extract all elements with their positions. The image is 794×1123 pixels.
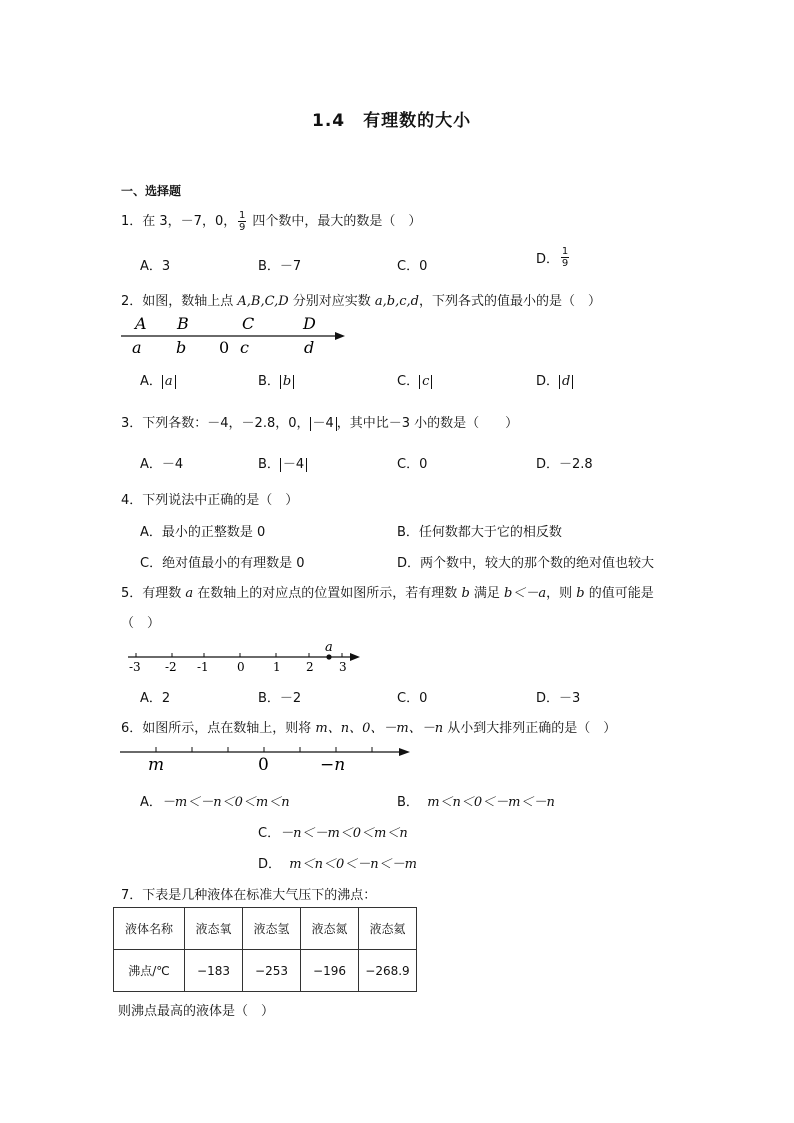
q6-option-d: D． m＜n＜0＜－n＜－m xyxy=(258,857,417,872)
point-a-marker xyxy=(326,654,331,659)
tick-label: 1 xyxy=(273,660,281,674)
value-c-label: c xyxy=(240,338,249,357)
point-a-label: A xyxy=(135,314,147,333)
question-1-stem: 1．在 3，－7，0， $\frac{1}{9}$ 四个数中，最大的数是（ ） xyxy=(121,210,422,233)
label-zero: 0 xyxy=(258,755,269,775)
boiling-point-table xyxy=(113,907,417,992)
number-line-q5 xyxy=(120,638,370,676)
q1-option-c: C．0 xyxy=(397,259,428,274)
q1-option-b: B．－7 xyxy=(258,259,302,274)
tick-label: -1 xyxy=(197,660,209,674)
q1-option-a: A．3 xyxy=(140,259,171,274)
point-b-label: B xyxy=(177,314,189,333)
q2-option-d: D． d xyxy=(536,370,573,389)
table-header-cell: 液态氮 xyxy=(301,908,359,950)
question-3-stem: 3．下列各数：－4，－2.8，0， －4 ，其中比－3 小的数是（ ） xyxy=(121,416,519,431)
value-d-label: d xyxy=(304,338,315,357)
question-5-stem: 5．有理数 a 在数轴上的对应点的位置如图所示，若有理数 b 满足 b＜－a，则 b 的值可能是 xyxy=(121,586,654,601)
question-6-stem: 6．如图所示，点在数轴上，则将 m、n、0、－m、－n 从小到大排列正确的是（ ） xyxy=(121,721,617,736)
question-2-stem: 2．如图，数轴上点 A,B,C,D 分别对应实数 a,b,c,d，下列各式的值最小的是（ ） xyxy=(121,294,602,309)
table-cell: −196 xyxy=(301,950,359,992)
section-heading: 一、选择题 xyxy=(121,184,182,198)
table-header-cell: 液态氢 xyxy=(243,908,301,950)
q1-option-d: D． $\frac{1}{9}$ xyxy=(536,246,569,269)
q5-option-b: B．－2 xyxy=(258,691,302,706)
q4-option-b: B．任何数都大于它的相反数 xyxy=(397,525,562,540)
q3-option-d: D．－2.8 xyxy=(536,457,593,472)
table-header-cell: 液体名称 xyxy=(114,908,185,950)
q6-option-a: A．－m＜－n＜0＜m＜n xyxy=(140,795,290,810)
table-header-cell: 液态氧 xyxy=(185,908,243,950)
q6-option-b: B． m＜n＜0＜－m＜－n xyxy=(397,795,555,810)
q3-option-b: B． －4 xyxy=(258,453,307,472)
table-header-row xyxy=(114,908,417,950)
question-4-stem: 4．下列说法中正确的是（ ） xyxy=(121,493,299,508)
question-7-prompt: 则沸点最高的液体是（ ） xyxy=(118,1004,275,1019)
point-d-label: D xyxy=(303,314,316,333)
value-b-label: b xyxy=(176,338,187,357)
table-cell: 沸点/℃ xyxy=(114,950,185,992)
table-cell: −183 xyxy=(185,950,243,992)
tick-label: -2 xyxy=(165,660,177,674)
q4-option-a: A．最小的正整数是 0 xyxy=(140,525,266,540)
label-neg-n: −n xyxy=(320,755,346,775)
q3-option-a: A．－4 xyxy=(140,457,184,472)
table-row xyxy=(114,950,417,992)
table-cell: −253 xyxy=(243,950,301,992)
value-a-label: a xyxy=(132,338,142,357)
q4-option-c: C．绝对值最小的有理数是 0 xyxy=(140,556,305,571)
q5-option-c: C．0 xyxy=(397,691,428,706)
tick-label: -3 xyxy=(129,660,141,674)
table-cell: −268.9 xyxy=(359,950,417,992)
q6-option-c: C．－n＜－m＜0＜m＜n xyxy=(258,826,408,841)
tick-label: 0 xyxy=(237,660,245,674)
number-line-q2 xyxy=(115,312,355,358)
point-a-label: a xyxy=(325,640,333,655)
number-line-q6 xyxy=(116,740,416,776)
tick-label: 2 xyxy=(306,660,314,674)
q4-option-d: D．两个数中，较大的那个数的绝对值也较大 xyxy=(397,556,655,571)
table-header-cell: 液态氦 xyxy=(359,908,417,950)
label-m: m xyxy=(148,755,165,775)
q5-option-a: A．2 xyxy=(140,691,171,706)
q2-option-a: A． a xyxy=(140,370,176,389)
question-5-stem-line2: （ ） xyxy=(121,616,161,631)
question-7-stem: 7．下表是几种液体在标准大气压下的沸点： xyxy=(121,888,377,903)
page-title: 1.4 有理数的大小 xyxy=(312,111,472,131)
fraction: $\frac{1}{9}$ xyxy=(239,210,246,233)
zero-label: 0 xyxy=(219,338,230,357)
q5-option-d: D．－3 xyxy=(536,691,581,706)
q2-option-b: B． b xyxy=(258,370,294,389)
q2-option-c: C． c xyxy=(397,370,432,389)
q3-option-c: C．0 xyxy=(397,457,428,472)
tick-label: 3 xyxy=(339,660,347,674)
point-c-label: C xyxy=(242,314,255,333)
